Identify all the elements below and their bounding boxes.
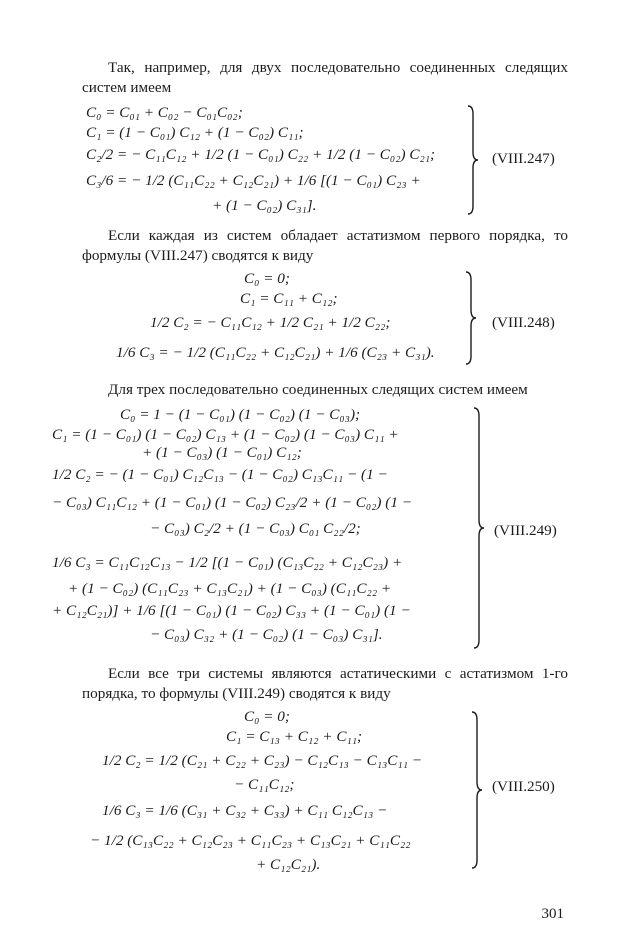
- formula-line: C₁ = C₁₃ + C₁₂ + C₁₁;: [226, 728, 363, 745]
- formula-line: + C₁₂C₂₁).: [256, 856, 321, 873]
- formula-line: C₁ = (1 − C₀₁) C₁₂ + (1 − C₀₂) C₁₁;: [86, 124, 304, 141]
- formula-line: 1/6 C₃ = 1/6 (C₃₁ + C₃₂ + C₃₃) + C₁₁ C₁₂C₁₃ −: [102, 802, 388, 819]
- right-brace: [472, 406, 486, 650]
- right-brace: [466, 104, 480, 216]
- formula-line: + C₁₂C₂₁)] + 1/6 [(1 − C₀₁) (1 − C₀₂) C₃₃ + (1 − C₀₁) (1 −: [52, 602, 411, 619]
- formula-line: C₀ = C₀₁ + C₀₂ − C₀₁C₀₂;: [86, 104, 243, 121]
- formula-line: C₂/2 = − C₁₁C₁₂ + 1/2 (1 − C₀₁) C₂₂ + 1/2 (1 − C₀₂) C₂₁;: [86, 146, 436, 163]
- paragraph-4-text: Если все три системы являются астатическими с астатизмом 1-го порядка, то формулы (VIII.249) сводятся к виду: [82, 665, 568, 702]
- formula-line: − C₁₁C₁₂;: [234, 776, 295, 793]
- formula-line: − C₀₃) C₁₁C₁₂ + (1 − C₀₁) (1 − C₀₂) C₂₃/2 + (1 − C₀₂) (1 −: [52, 494, 412, 511]
- formula-line: 1/2 C₂ = − (1 − C₀₁) C₁₂C₁₃ − (1 − C₀₂) C₁₃C₁₁ − (1 −: [52, 466, 388, 483]
- paragraph-3-text: Для трех последовательно соединенных следящих систем имеем: [108, 381, 528, 398]
- formula-line: 1/2 C₂ = − C₁₁C₁₂ + 1/2 C₂₁ + 1/2 C₂₂;: [150, 314, 391, 331]
- formula-line: C₃/6 = − 1/2 (C₁₁C₂₂ + C₁₂C₂₁) + 1/6 [(1 − C₀₁) C₂₃ +: [86, 172, 421, 189]
- formula-line: + (1 − C₀₃) (1 − C₀₁) C₁₂;: [142, 444, 302, 461]
- paragraph-2-text: Если каждая из систем обладает астатизмом первого порядка, то формулы (VIII.247) сводятся к виду: [82, 227, 568, 264]
- paragraph-1-text: Так, например, для двух последовательно соединенных следящих систем имеем: [82, 59, 568, 96]
- formula-line: + (1 − C₀₂) C₃₁].: [212, 197, 317, 214]
- formula-line: 1/6 C₃ = C₁₁C₁₂C₁₃ − 1/2 [(1 − C₀₁) (C₁₃C₂₂ + C₁₂C₂₃) +: [52, 554, 403, 571]
- formula-line: 1/6 C₃ = − 1/2 (C₁₁C₂₂ + C₁₂C₂₁) + 1/6 (C₂₃ + C₃₁).: [116, 344, 435, 361]
- formula-line: + (1 − C₀₂) (C₁₁C₂₃ + C₁₃C₂₁) + (1 − C₀₃) (C₁₁C₂₂ +: [68, 580, 392, 597]
- equation-number: (VIII.248): [492, 314, 555, 331]
- formula-line: C₀ = 0;: [244, 708, 290, 725]
- formula-line: − 1/2 (C₁₃C₂₂ + C₁₂C₂₃ + C₁₁C₂₃ + C₁₃C₂₁ + C₁₁C₂₂: [90, 832, 411, 849]
- equation-number: (VIII.247): [492, 150, 555, 167]
- formula-line: − C₀₃) C₂/2 + (1 − C₀₃) C₀₁ C₂₂/2;: [150, 520, 361, 537]
- right-brace: [464, 270, 478, 366]
- paragraph-4: [82, 664, 568, 704]
- formula-line: − C₀₃) C₃₂ + (1 − C₀₂) (1 − C₀₃) C₃₁].: [150, 626, 383, 643]
- formula-line: C₁ = C₁₁ + C₁₂;: [240, 290, 338, 307]
- right-brace: [470, 710, 484, 870]
- formula-line: C₁ = (1 − C₀₁) (1 − C₀₂) C₁₃ + (1 − C₀₂) (1 − C₀₃) C₁₁ +: [52, 426, 399, 443]
- paragraph-2: [82, 226, 568, 266]
- formula-line: C₀ = 1 − (1 − C₀₁) (1 − C₀₂) (1 − C₀₃);: [120, 406, 361, 423]
- paragraph-1: [82, 58, 568, 98]
- paragraph-3: [82, 380, 568, 400]
- formula-line: 1/2 C₂ = 1/2 (C₂₁ + C₂₂ + C₂₃) − C₁₂C₁₃ − C₁₃C₁₁ −: [102, 752, 423, 769]
- formula-line: C₀ = 0;: [244, 270, 290, 287]
- page-number: 301: [541, 906, 564, 922]
- equation-number: (VIII.249): [494, 522, 557, 539]
- equation-number: (VIII.250): [492, 778, 555, 795]
